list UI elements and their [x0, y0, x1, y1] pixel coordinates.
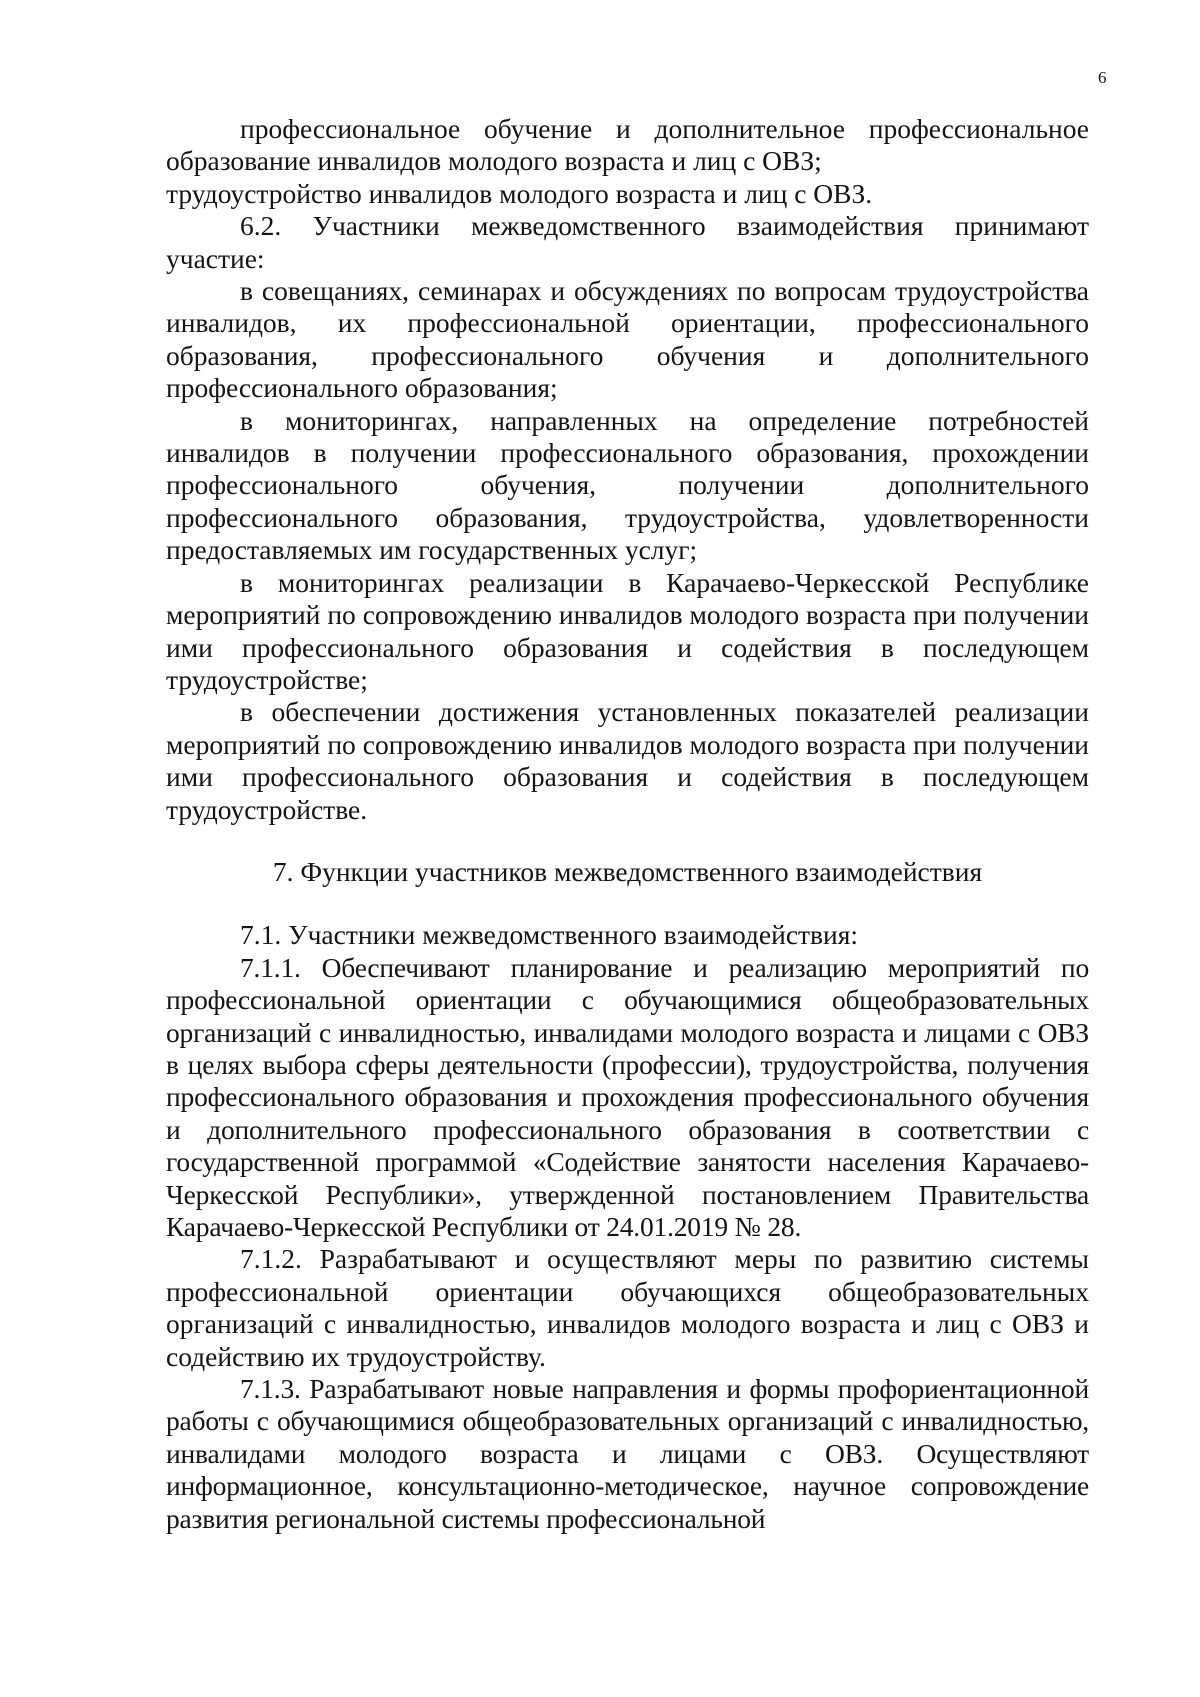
paragraph-monitoring-needs: в мониторингах, направленных на определение потребностей инвалидов в получении профессионального образования, прохождении профессионального обучения, получении дополнительного профессионального образования, трудоустройства, удовлетворенности предоставляемых им государственных услуг; — [166, 404, 1089, 566]
paragraph-training: профессиональное обучение и дополнительное профессиональное образование инвалидов молодого возраста и лиц с ОВЗ; — [166, 113, 1089, 177]
document-body — [166, 113, 1089, 1535]
paragraph-employment: трудоустройство инвалидов молодого возраста и лиц с ОВЗ. — [166, 177, 873, 209]
page-number: 6 — [1098, 68, 1107, 87]
paragraph-7-1-2: 7.1.2. Разрабатывают и осуществляют меры по развитию системы профессиональной ориентации обучающихся общеобразовательных организаций с инвалидностью, инвалидов молодого возраста и лиц с ОВЗ и содействию их трудоустройству. — [166, 1243, 1089, 1372]
paragraph-monitoring-implementation: в мониторингах реализации в Карачаево-Черкесской Республике мероприятий по сопровождению инвалидов молодого возраста при получении ими профессионального образования и содействия в последующем трудоустройстве; — [166, 566, 1089, 695]
paragraph-7-1: 7.1. Участники межведомственного взаимодействия: — [240, 919, 859, 951]
paragraph-meetings: в совещаниях, семинарах и обсуждениях по вопросам трудоустройства инвалидов, их профессиональной ориентации, профессионального образования, профессионального обучения и дополнительного профессионального образования; — [166, 275, 1089, 404]
paragraph-6-2: 6.2. Участники межведомственного взаимодействия принимают участие: — [166, 210, 1089, 274]
section-title: 7. Функции участников межведомственного взаимодействия — [272, 855, 983, 887]
paragraph-7-1-1: 7.1.1. Обеспечивают планирование и реализацию мероприятий по профессиональной ориентации с обучающимися общеобразовательных организаций с инвалидностью, инвалидами молодого возраста и лицами с ОВЗ в целях выбора сферы деятельности (профессии), трудоустройства, получения профессионального образования и прохождения профессионального обучения и дополнительного профессионального образования в соответствии с государственной программой «Содействие занятости населения Карачаево-Черкесской Республики», утвержденной постановлением Правительства Карачаево-Черкесской Республики от 24.01.2019 № 28. — [166, 951, 1089, 1242]
paragraph-7-1-3: 7.1.3. Разрабатывают новые направления и формы профориентационной работы с обучающимися общеобразовательных организаций с инвалидностью, инвалидами молодого возраста и лицами с ОВЗ. Осуществляют информационное, консультационно-методическое, научное сопровождение развития региональной системы профессиональной — [166, 1373, 1089, 1534]
paragraph-indicators: в обеспечении достижения установленных показателей реализации мероприятий по сопровождению инвалидов молодого возраста при получении ими профессионального образования и содействия в последующем трудоустройстве. — [166, 696, 1089, 825]
